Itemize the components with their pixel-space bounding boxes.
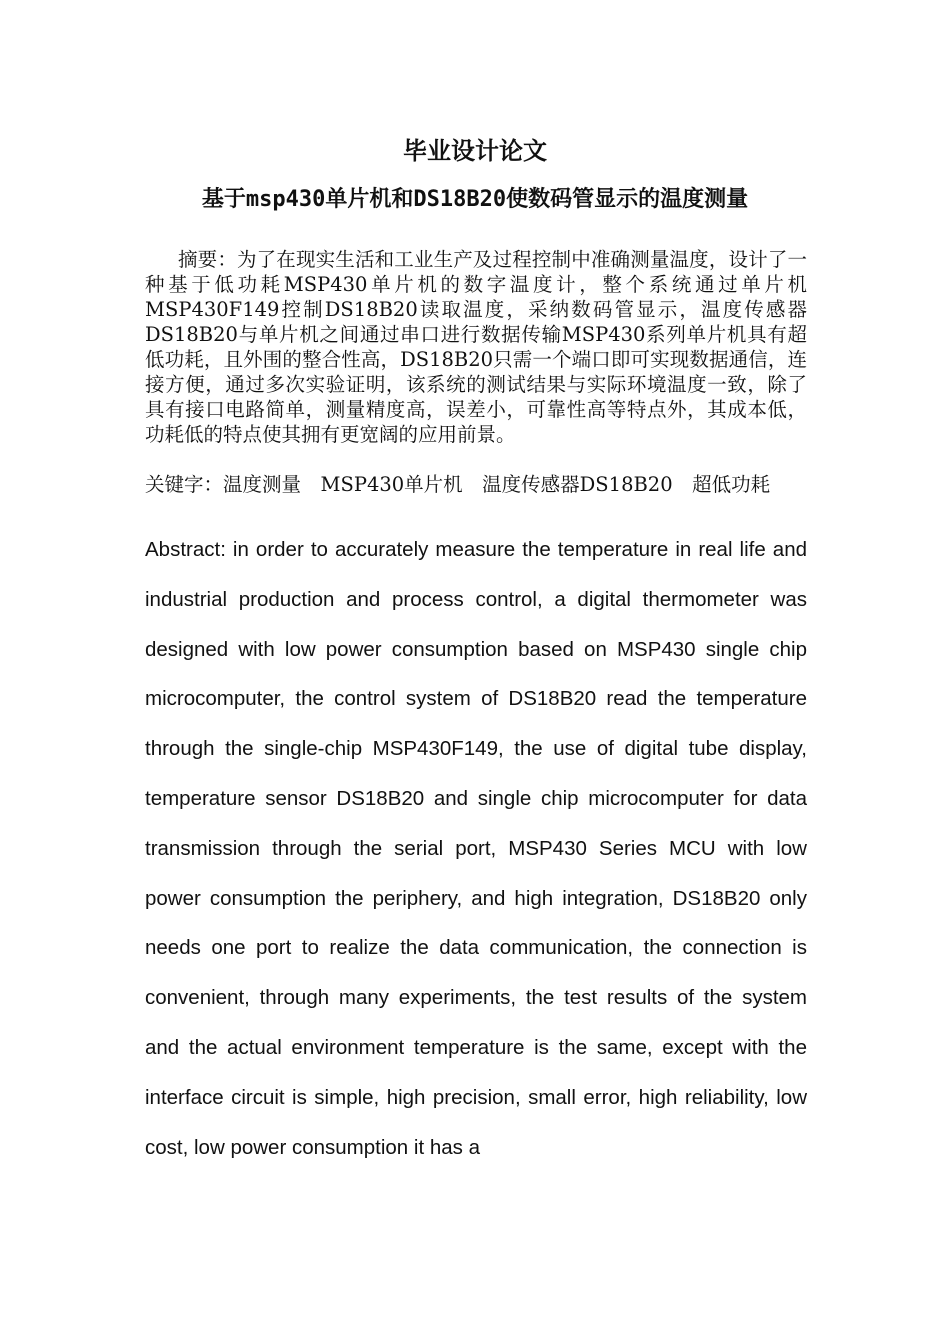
chinese-keywords: 关键字：温度测量 MSP430单片机 温度传感器DS18B20 超低功耗 [145,473,771,496]
english-abstract: Abstract: in order to accurately measure the temperature in real life and industrial production and process control, a digital thermometer was designed with low power consumption based on MSP430 single chip microcomputer, the control system of DS18B20 read the temperature through the single-chip MSP430F149, the use of digital tube display, temperature sensor DS18B20 and single chip microcomputer for data transmission through the serial port, MSP430 Series MCU with low power consumption the periphery, and high integration, DS18B20 only needs one port to realize the data communication, the connection is convenient, through many experiments, the test results of the system and the actual environment temperature is the same, except with the interface circuit is simple, high precision, small error, high reliability, low cost, low power consumption it has a [145,538,807,1159]
thesis-title: 基于msp430单片机和DS18B20使数码管显示的温度测量 [201,187,749,212]
chinese-abstract: 摘要：为了在现实生活和工业生产及过程控制中准确测量温度，设计了一种基于低功耗MSP430单片机的数字温度计，整个系统通过单片机MSP430F149控制DS18B20读取温度，采纳数码管显示，温度传感器DS18B20与单片机之间通过串口进行数据传输MSP430系列单片机具有超低功耗，且外围的整合性高，DS18B20只需一个端口即可实现数据通信，连接方便，通过多次实验证明，该系统的测试结果与实际环境温度一致，除了具有接口电路简单，测量精度高，误差小，可靠性高等特点外，其成本低，功耗低的特点使其拥有更宽阔的应用前景。 [145,248,807,446]
document-heading: 毕业设计论文 [403,137,547,165]
